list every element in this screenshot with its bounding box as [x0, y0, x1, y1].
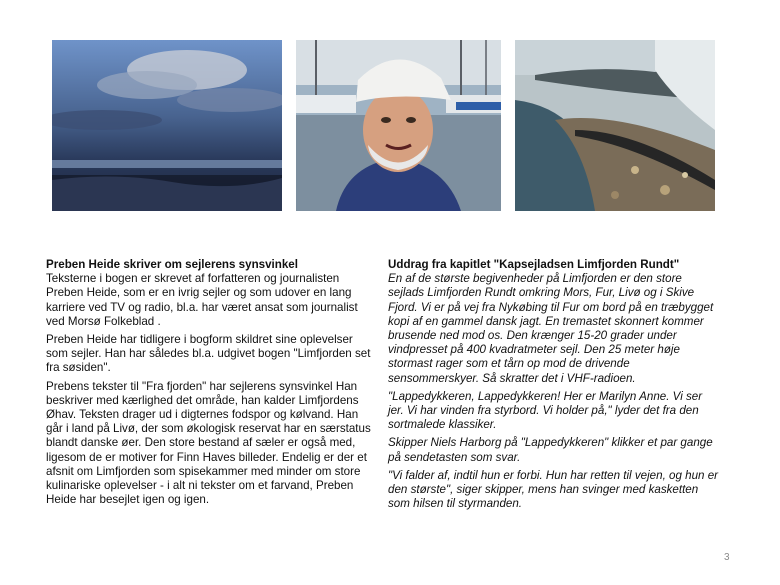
- author-portrait-photo: [296, 40, 501, 211]
- sky-painting-image: [52, 40, 282, 211]
- left-paragraph: Teksterne i bogen er skrevet af forfatteren og journalisten Preben Heide, som er en ivrig sejler og som udover en lang karriere ved TV og radio, bl.a. har været ansat som journalist ved Morsø Folkeblad .: [46, 272, 358, 328]
- right-heading: Uddrag fra kapitlet "Kapsejladsen Limfjorden Rundt": [388, 258, 680, 271]
- page-number: 3: [724, 552, 730, 563]
- right-paragraph: Skipper Niels Harborg på "Lappedykkeren" klikker et par gange på sendetasten som svar.: [388, 436, 713, 464]
- right-text-column: [388, 258, 720, 515]
- right-paragraph: "Vi falder af, indtil hun er forbi. Hun har retten til vejen, og hun er den største", siger skipper, mens han svinger med kasketten som hilsen til styrmanden.: [388, 468, 719, 511]
- shore-painting-image: [515, 40, 715, 211]
- left-text-column: [46, 258, 372, 511]
- right-paragraph: En af de største begivenheder på Limfjorden er den store sejlads Limfjorden Rundt omkring Mors, Fur, Livø og i Skive Fjord. Vi er på vej fra Nykøbing til Fur om bord på en træbygget kopi af en gammel dansk jagt. En tremastet skonnert kommer brusende ned mod os. Den krænger 15-20 grader under vindpresset på 400 kvadratmeter sejl. Den 25 meter høje stormast rager som et tårn op mod de drivende sensommerskyer. Så skratter det i VHF-radioen.: [388, 272, 714, 385]
- left-heading: Preben Heide skriver om sejlerens synsvinkel: [46, 258, 298, 271]
- right-paragraph: "Lappedykkeren, Lappedykkeren! Her er Marilyn Anne. Vi ser jer. Vi har vinden fra styrbord. Vi holder på," lyder det fra den sortmalede klassiker.: [388, 389, 703, 432]
- left-paragraph: Prebens tekster til "Fra fjorden" har sejlerens synsvinkel Han beskriver med kærlighed det område, han kalder Limfjordens Øhav. Teksten drager ud i digternes fodspor og kølvand. Han går i land på Livø, der som økologisk reservat har en særstatus blandt danske øer. Den store bestand af sæler er også med, ligesom de er motiver for Finn Haves billeder. Endelig er der et afsnit om Limfjorden som spisekammer med minder om store kulinariske oplevelser - i alt ni tekster om et farvand, Preben Heide har besejlet igen og igen.: [46, 379, 371, 507]
- left-paragraph: Preben Heide har tidligere i bogform skildret sine oplevelser som sejler. Han har således bl.a. udgivet bogen "Limfjorden set fra søsiden".: [46, 333, 371, 375]
